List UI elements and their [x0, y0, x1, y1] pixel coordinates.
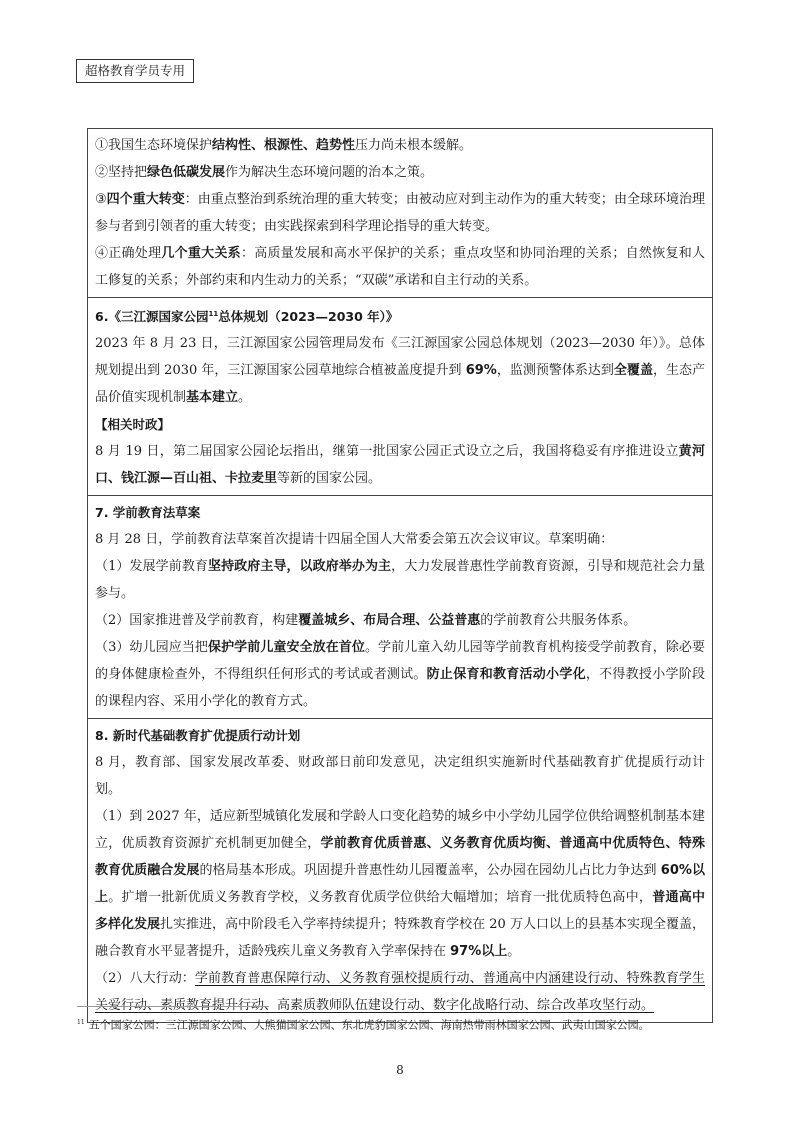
paragraph: （2）八大行动：学前教育普惠保障行动、义务教育强校提质行动、普通高中内涵建设行动、特殊教育学生关爱行动、素质教育提升行动、高素质教师队伍建设行动、数字化战略行动、综合改革攻坚行动。: [95, 971, 705, 1014]
paragraph: 8 月 19 日，第二届国家公园论坛指出，继第一批国家公园正式设立之后，我国将稳妥有序推进设立黄河口、钱江源—百山祖、卡拉麦里等新的国家公园。: [95, 444, 705, 487]
section-sanjiangyuan: [88, 297, 712, 495]
related-news-label: 【相关时政】: [95, 417, 171, 433]
paragraph: 2023 年 8 月 23 日，三江源国家公园管理局发布《三江源国家公园总体规划（2023—2030 年）》。总体规划提出到 2030 年，三江源国家公园草地综合植被盖度提升到 69%，监测预警体系达到全覆盖，生态产品价值实现机制基本建立。: [95, 336, 705, 406]
paragraph: 8 月，教育部、国家发展改革委、财政部日前印发意见，决定组织实施新时代基础教育扩优提质行动计划。: [95, 755, 705, 798]
eco-point-3: ③四个重大转变：由重点整治到系统治理的重大转变；由被动应对到主动作为的重大转变；由全球环境治理参与者到引领者的重大转变；由实践探索到科学理论指导的重大转变。: [95, 192, 705, 234]
footnote-ref: 11: [208, 310, 219, 318]
paragraph: （2）国家推进普及学前教育，构建覆盖城乡、布局合理、公益普惠的学前教育公共服务体系。: [95, 613, 637, 629]
eco-point-2: ②坚持把绿色低碳发展作为解决生态环境问题的治本之策。: [95, 165, 434, 180]
paragraph: 8 月 28 日，学前教育法草案首次提请十四届全国人大常委会第五次会议审议。草案明确：: [95, 532, 614, 548]
section-title: 8. 新时代基础教育扩优提质行动计划: [95, 728, 301, 744]
paragraph: （3）幼儿园应当把保护学前儿童安全放在首位。学前儿童入幼儿园等学前教育机构接受学前教育，除必要的身体健康检查外，不得组织任何形式的考试或者测试。防止保育和教育活动小学化，不得教授小学阶段的课程内容、采用小学化的教育方式。: [95, 640, 705, 710]
section-preschool-law: [88, 495, 712, 718]
content-table: [87, 128, 713, 1023]
section-title: 7. 学前教育法草案: [95, 505, 201, 521]
eco-point-4: ④正确处理几个重大关系：高质量发展和高水平保护的关系；重点攻坚和协同治理的关系；自然恢复和人工修复的关系；外部约束和内生动力的关系；“双碳”承诺和自主行动的关系。: [95, 246, 705, 288]
footnote-divider: [77, 1006, 269, 1007]
page-number: 8: [396, 1063, 404, 1077]
section-eco-points: [88, 129, 712, 297]
eco-point-1: ①我国生态环境保护结构性、根源性、趋势性压力尚未根本缓解。: [95, 138, 473, 153]
paragraph: （1）到 2027 年，适应新型城镇化发展和学龄人口变化趋势的城乡中小学幼儿园学位供给调整机制基本建立，优质教育资源扩充机制更加健全，学前教育优质普惠、义务教育优质均衡、普通高中优质特色、特殊教育优质融合发展的格局基本形成。巩固提升普惠性幼儿园覆盖率，公办园在园幼儿占比力争达到 60%以上。扩增一批新优质义务教育学校，义务教育优质学位供给大幅增加；培育一批优质特色高中，普通高中多样化发展扎实推进，高中阶段毛入学率持续提升；特殊教育学校在 20 万人口以上的县基本实现全覆盖，融合教育水平显著提升，适龄残疾儿童义务教育入学率保持在 97%以上。: [95, 809, 705, 960]
header-label: 超格教育学员专用: [76, 59, 194, 83]
paragraph: （1）发展学前教育坚持政府主导，以政府举办为主，大力发展普惠性学前教育资源，引导和规范社会力量参与。: [95, 559, 705, 602]
footnote: $^{11}$ 五个国家公园：三江源国家公园、大熊猫国家公园、东北虎豹国家公园、海南热带雨林国家公园、武夷山国家公园。: [77, 1018, 650, 1032]
section-title: 6.《三江源国家公园$^{11}$总体规划（2023—2030 年）》: [95, 309, 399, 325]
section-basic-education-plan: [88, 718, 712, 1022]
